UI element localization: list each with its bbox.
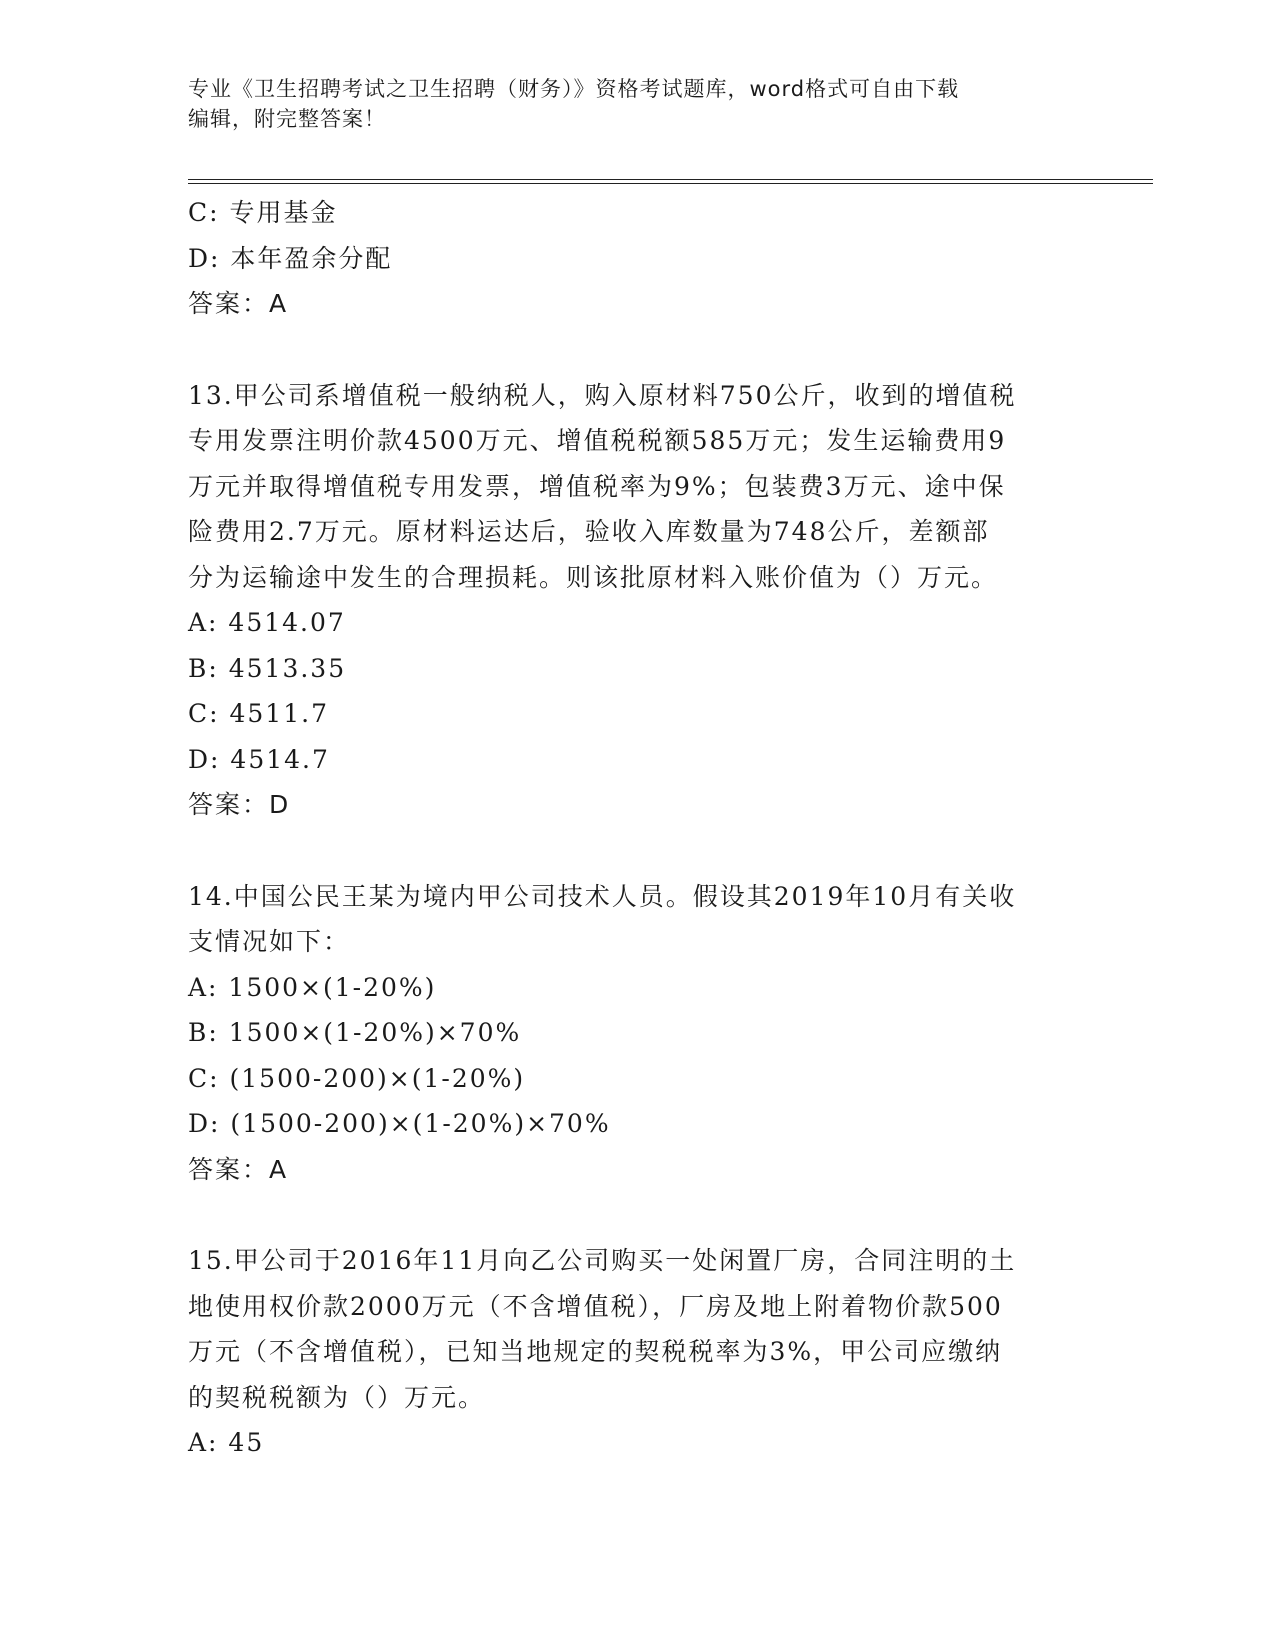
question-text-line: 的契税税额为（）万元。: [188, 1382, 486, 1412]
question-text-line: 地使用权价款2000万元（不含增值税），厂房及地上附着物价款500: [188, 1291, 1003, 1321]
option-a: A: 45: [188, 1428, 265, 1457]
answer-line: 答案：A: [188, 289, 289, 318]
question-text-line: 支情况如下：: [188, 927, 351, 956]
document-header: [188, 74, 1068, 134]
question-text-line: 万元并取得增值税专用发票，增值税率为9%；包装费3万元、途中保: [188, 471, 1006, 501]
header-line-1: 专业《卫生招聘考试之卫生招聘（财务）》资格考试题库，word格式可自由下载: [188, 77, 960, 101]
question-14: [188, 874, 1088, 1193]
option-a: A: 4514.07: [188, 608, 346, 637]
question-15: [188, 1238, 1088, 1466]
question-text-line: 分为运输途中发生的合理损耗。则该批原材料入账价值为（）万元。: [188, 562, 999, 592]
question-text-line: 万元（不含增值税），已知当地规定的契税税率为3%，甲公司应缴纳: [188, 1337, 1003, 1366]
spacer: [188, 828, 1088, 874]
option-b: B: 4513.35: [188, 653, 347, 683]
option-d: D: (1500-200)×(1-20%)×70%: [188, 1109, 611, 1138]
header-divider-top: [188, 179, 1153, 180]
option-a: A: 1500×(1-20%): [188, 972, 437, 1002]
question-text-line: 专用发票注明价款4500万元、增值税税额585万元；发生运输费用9: [188, 426, 1007, 455]
option-c: C: 4511.7: [188, 699, 329, 728]
spacer: [188, 1192, 1088, 1238]
question-text-line: 14.中国公民王某为境内甲公司技术人员。假设其2019年10月有关收: [188, 881, 1017, 911]
answer-line: 答案：D: [188, 790, 291, 819]
answer-line: 答案：A: [188, 1154, 289, 1184]
question-text-line: 险费用2.7万元。原材料运达后，验收入库数量为748公斤，差额部: [188, 517, 990, 546]
question-13: [188, 373, 1088, 828]
option-d: D: 4514.7: [188, 744, 330, 774]
question-text-line: 13.甲公司系增值税一般纳税人，购入原材料750公斤，收到的增值税: [188, 380, 1017, 410]
document-body: [188, 190, 1088, 1466]
header-line-2: 编辑，附完整答案！: [188, 107, 386, 131]
previous-question-tail: [188, 190, 1088, 327]
header-divider-bottom: [188, 183, 1153, 184]
option-c: C: 专用基金: [188, 198, 338, 227]
option-d: D: 本年盈余分配: [188, 243, 393, 273]
option-c: C: (1500-200)×(1-20%): [188, 1063, 526, 1093]
question-text-line: 15.甲公司于2016年11月向乙公司购买一处闲置厂房，合同注明的土: [188, 1246, 1017, 1275]
spacer: [188, 327, 1088, 373]
option-b: B: 1500×(1-20%)×70%: [188, 1018, 522, 1047]
